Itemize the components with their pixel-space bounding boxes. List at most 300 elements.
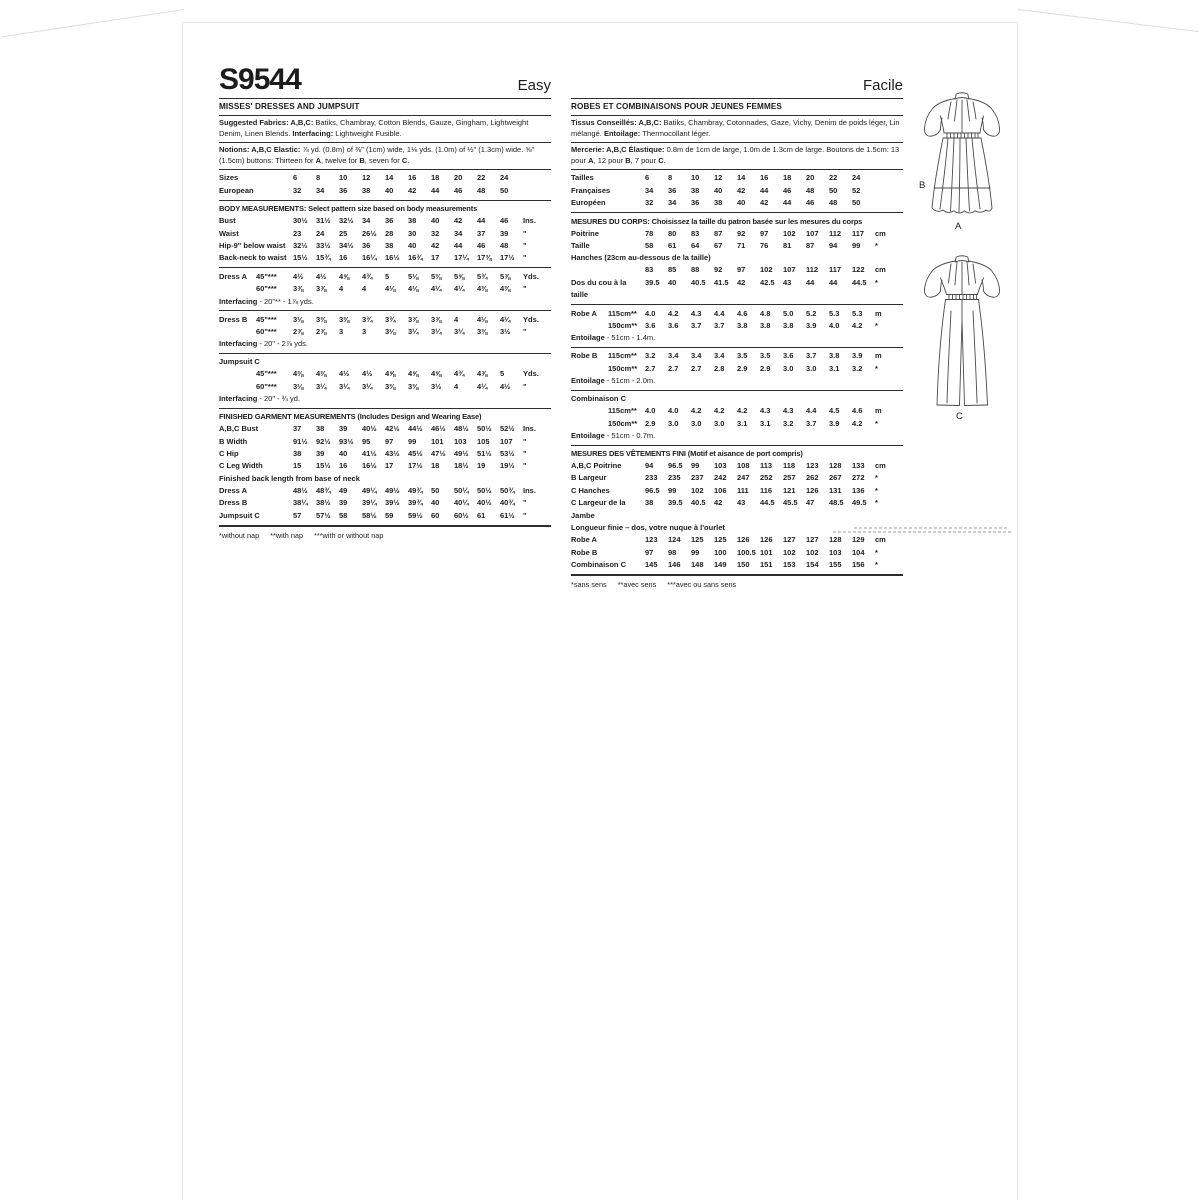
cell-value: 85 <box>668 265 677 275</box>
cell-value: 3.6 <box>668 321 679 331</box>
cell-value: 3½ <box>431 381 442 391</box>
cell-value: 237 <box>691 473 704 483</box>
text-segment: B <box>625 155 631 165</box>
cell-value: 46 <box>500 216 509 226</box>
cell-value: 4.6 <box>852 406 863 416</box>
footnote <box>219 530 551 541</box>
cell-value: 4.2 <box>714 406 725 416</box>
cell-value: 61 <box>477 510 486 520</box>
text-segment: ⅞ yd. (0.8m) of ⅜" (1cm) wide, 1⅛ yds. (1.0m) of ½" (1.3cm) wide. ⅝" (1.5cm) buttons: Thirteen for <box>219 145 535 165</box>
cell-value: 127 <box>783 535 796 545</box>
text-segment: 0.8m de 1cm de large, 1.0m de 1.3cm de large. Boutons de 1.5cm: 13 pour <box>571 145 900 165</box>
row-label <box>219 326 256 338</box>
table-row <box>219 510 551 522</box>
cell-value: 33½ <box>316 241 331 250</box>
table-subheading: Finished back length from base of neck <box>219 473 360 483</box>
cell-value: 12 <box>714 173 723 183</box>
cell-value: 3.4 <box>714 351 725 361</box>
cell-value: 3.9 <box>852 351 863 361</box>
interfacing-note <box>571 375 903 387</box>
footnote-item: *without nap <box>219 530 260 540</box>
divider-rule <box>219 525 551 527</box>
row-label: B Largeur <box>571 473 607 483</box>
cell-value: 8 <box>316 173 321 183</box>
cell-value: 46 <box>454 185 463 195</box>
table-row <box>219 228 551 240</box>
cell-value: 42 <box>760 198 769 208</box>
cell-value: 34½ <box>339 241 354 250</box>
cell-value: 102 <box>783 228 796 238</box>
cell-value: 61½ <box>500 510 515 520</box>
cell-value: 32½ <box>293 241 308 250</box>
cell-value: 4⅛ <box>385 284 396 294</box>
table-row <box>571 363 903 375</box>
cell-value: 107 <box>806 228 819 238</box>
text-segment: A <box>588 155 594 165</box>
cell-value: 64 <box>691 241 700 250</box>
table-row <box>571 547 903 559</box>
cell-value: 3.0 <box>783 363 794 373</box>
cell-value: 148 <box>691 559 704 569</box>
cell-value: 4¼ <box>431 284 442 294</box>
view-b-label: B <box>919 180 926 191</box>
unit-label <box>523 172 551 184</box>
cell-value: 156 <box>852 559 865 569</box>
cell-value: 39½ <box>385 498 400 508</box>
cell-value: 4⅛ <box>408 284 419 294</box>
row-label: Robe B <box>571 547 598 557</box>
text-segment: - 51cm - 1.4m. <box>604 333 656 343</box>
cell-value: 49¾ <box>408 485 423 495</box>
paragraph <box>571 145 903 166</box>
cell-value: 3.7 <box>806 418 817 428</box>
cell-value: 92 <box>737 228 746 238</box>
cell-value: 131 <box>829 485 842 495</box>
footnote-item: **avec sens <box>617 579 657 589</box>
text-segment: Notions: A,B,C Elastic: <box>219 145 303 155</box>
cell-value: 105 <box>477 436 490 446</box>
cell-value: 117 <box>852 228 865 238</box>
table-subheading: Longueur finie – dos, votre nuque à l'ourlet <box>571 523 725 533</box>
cell-value: 48½ <box>454 424 469 434</box>
table-row <box>219 368 551 380</box>
cell-value: 99 <box>408 436 417 446</box>
cell-value: 100.5 <box>737 547 756 557</box>
cell-value: 102 <box>691 485 704 495</box>
text-segment: . <box>407 155 410 165</box>
dress-back-view-sketch <box>903 61 1021 441</box>
cell-value: 103 <box>829 547 842 557</box>
cell-value: 4⅝ <box>431 369 442 379</box>
cell-value: 44½ <box>408 424 423 434</box>
cell-value: 4⅜ <box>293 369 304 379</box>
cell-value: 92½ <box>316 436 331 446</box>
cell-value: 3.4 <box>668 351 679 361</box>
cell-value: 3.1 <box>829 363 840 373</box>
unit-label: cm <box>875 265 886 275</box>
cell-value: 39 <box>339 498 348 508</box>
row-label: Waist <box>219 228 239 238</box>
row-label: Robe B <box>571 351 598 361</box>
row-label: Dress A <box>219 485 248 495</box>
cell-value: 125 <box>691 535 704 545</box>
cell-value: 36 <box>691 198 700 208</box>
unit-label: " <box>523 241 527 250</box>
table-row <box>571 559 903 571</box>
cell-value: 83 <box>645 265 654 275</box>
cell-value: 40.5 <box>691 277 706 287</box>
cell-value: 42 <box>408 185 417 195</box>
text-segment: Suggested Fabrics: A,B,C: <box>219 118 316 127</box>
cell-value: 99 <box>691 461 700 471</box>
section-title: MISSES' DRESSES AND JUMPSUIT <box>219 102 360 111</box>
unit-label: Yds. <box>523 314 539 324</box>
cell-value: 145 <box>645 559 658 569</box>
cell-value: 108 <box>737 461 750 471</box>
table-row <box>571 320 903 332</box>
cell-value: 3⅞ <box>408 314 419 324</box>
cell-value: 4.2 <box>737 406 748 416</box>
table-row <box>571 460 903 472</box>
cell-value: 123 <box>806 461 819 471</box>
cell-value: 49½ <box>385 485 400 495</box>
row-sublabel: 45"*** <box>256 271 277 281</box>
fine-print-line <box>833 531 1011 533</box>
cell-value: 5⅞ <box>500 271 511 281</box>
cell-value: 49 <box>339 485 348 495</box>
cell-value: 37 <box>477 228 486 238</box>
cell-value: 4½ <box>362 369 373 379</box>
cell-value: 113 <box>760 461 773 471</box>
text-segment: - 51cm - 0.7m. <box>604 431 656 441</box>
text-segment: Batiks, Chambray, Cotton Blends, Gauze, Gingham, Lightweight Denim, Linen Blends. <box>219 118 529 138</box>
cell-value: 15¾ <box>316 253 331 263</box>
cell-value: 12 <box>362 173 371 183</box>
footnote <box>571 579 903 590</box>
row-label: Tailles <box>571 173 594 183</box>
pattern-number: S9544 <box>219 63 301 96</box>
table-row <box>219 423 551 435</box>
row-sublabel: 60"*** <box>256 327 277 337</box>
divider-rule <box>571 115 903 116</box>
cell-value: 18 <box>431 173 440 183</box>
cell-value: 61 <box>668 241 677 250</box>
cell-value: 47 <box>806 498 815 508</box>
text-segment: - 51cm - 2.0m. <box>604 376 656 386</box>
cell-value: 48.5 <box>829 498 844 508</box>
row-label <box>571 418 608 430</box>
divider-rule <box>219 98 551 99</box>
unit-label: cm <box>875 535 886 545</box>
cell-value: 40 <box>668 277 677 287</box>
table-subheading: Jumpsuit C <box>219 357 260 367</box>
cell-value: 36 <box>385 216 394 226</box>
cell-value: 34 <box>668 198 677 208</box>
unit-label <box>875 197 903 209</box>
cell-value: 99 <box>691 547 700 557</box>
cell-value: 103 <box>454 436 467 446</box>
cell-value: 5 <box>385 271 390 281</box>
column-header <box>571 61 903 95</box>
cell-value: 4.5 <box>829 406 840 416</box>
cell-value: 38 <box>714 198 723 208</box>
cell-value: 3¼ <box>454 327 465 337</box>
row-label: Hip-9" below waist <box>219 241 286 250</box>
table-row <box>219 448 551 460</box>
cell-value: 4 <box>339 284 344 294</box>
unit-label: * <box>875 241 878 250</box>
cell-value: 17⅜ <box>477 253 492 263</box>
cell-value: 19½ <box>500 461 515 471</box>
text-segment: C <box>401 155 408 165</box>
cell-value: 42.5 <box>760 277 775 287</box>
cell-value: 112 <box>806 265 819 275</box>
cell-value: 4.2 <box>852 418 863 428</box>
cell-value: 49¼ <box>362 485 377 495</box>
cell-value: 39¼ <box>362 498 377 508</box>
unit-label: * <box>875 277 878 287</box>
row-label: Taille <box>571 241 590 250</box>
cell-value: 3¼ <box>408 327 419 337</box>
unit-label: Ins. <box>523 485 536 495</box>
cell-value: 81 <box>783 241 792 250</box>
cell-value: 155 <box>829 559 842 569</box>
table-row <box>219 172 551 184</box>
row-label: B Width <box>219 436 248 446</box>
cell-value: 4.4 <box>714 308 725 318</box>
cell-value: 45½ <box>408 449 423 459</box>
cell-value: 34 <box>362 216 371 226</box>
text-segment: - 20"** - 1⅞ yds. <box>257 296 314 306</box>
cell-value: 2⅞ <box>293 327 304 337</box>
row-label <box>571 363 608 375</box>
cell-value: 58 <box>645 241 654 250</box>
cell-value: 40 <box>408 241 417 250</box>
cell-value: 5.2 <box>806 308 817 318</box>
unit-label: Ins. <box>523 216 536 226</box>
text-segment: - 20" - 2⅞ yds. <box>257 339 308 349</box>
cell-value: 3⅞ <box>293 284 304 294</box>
cell-value: 52½ <box>500 424 515 434</box>
cell-value: 3 <box>339 327 344 337</box>
text-segment: Lightweight Fusible. <box>335 128 402 138</box>
text-segment: Select pattern size based on body measurements <box>306 204 478 214</box>
row-label: A,B,C Bust <box>219 424 259 434</box>
table-row <box>219 283 551 295</box>
table-row <box>571 240 903 252</box>
unit-label: * <box>875 363 878 373</box>
cell-value: 38 <box>316 424 325 434</box>
pattern-envelope-back <box>182 22 1018 1200</box>
cell-value: 4½ <box>339 369 350 379</box>
cell-value: 38 <box>385 241 394 250</box>
cell-value: 46 <box>806 198 815 208</box>
table-heading <box>219 411 551 423</box>
text-segment: MESURES DU CORPS: <box>571 216 650 226</box>
cell-value: 43 <box>737 498 746 508</box>
cell-value: 149 <box>714 559 727 569</box>
cell-value: 39 <box>339 424 348 434</box>
cell-value: 101 <box>431 436 444 446</box>
cell-value: 124 <box>668 535 681 545</box>
row-sublabel: 150cm** <box>608 418 638 428</box>
row-label: C Hip <box>219 449 239 459</box>
divider-rule <box>219 353 551 354</box>
cell-value: 36 <box>668 185 677 195</box>
cell-value: 5¾ <box>477 271 488 281</box>
cell-value: 91½ <box>293 436 308 446</box>
cell-value: 20 <box>806 173 815 183</box>
cell-value: 122 <box>852 265 865 275</box>
unit-label: * <box>875 498 878 508</box>
cell-value: 40.5 <box>691 498 706 508</box>
fine-print-illegible <box>833 527 1011 535</box>
cell-value: 44.5 <box>852 277 867 287</box>
cell-value: 247 <box>737 473 750 483</box>
cell-value: 121 <box>783 485 796 495</box>
row-label: C Leg Width <box>219 461 263 471</box>
text-segment: FINISHED GARMENT MEASUREMENTS <box>219 412 356 422</box>
row-label: Dress B <box>219 314 248 324</box>
cell-value: 127 <box>806 535 819 545</box>
unit-label: Yds. <box>523 369 539 379</box>
cell-value: 23 <box>293 228 302 238</box>
row-label: Back-neck to waist <box>219 253 287 263</box>
cell-value: 30 <box>408 228 417 238</box>
cell-value: 3⅜ <box>477 327 488 337</box>
cell-value: 44.5 <box>760 498 775 508</box>
cell-value: 3.2 <box>852 363 863 373</box>
cell-value: 102 <box>783 547 796 557</box>
cell-value: 3.1 <box>760 418 771 428</box>
cell-value: 17½ <box>500 253 515 263</box>
cell-value: 49½ <box>454 449 469 459</box>
text-segment: Batiks, Chambray, Cotonnades, Gaze, Vichy, Denim de poids léger, Lin mélangé. <box>571 118 900 138</box>
cell-value: 40¾ <box>500 498 515 508</box>
cell-value: 59 <box>385 510 394 520</box>
cell-value: 42½ <box>385 424 400 434</box>
section-title: ROBES ET COMBINAISONS POUR JEUNES FEMMES <box>571 102 782 111</box>
text-segment: Mercerie: A,B,C Élastique: <box>571 145 667 155</box>
table-row <box>219 326 551 338</box>
cell-value: 4.3 <box>691 308 702 318</box>
cell-value: 97 <box>760 228 769 238</box>
unit-label: " <box>523 327 527 337</box>
row-sublabel: 115cm** <box>608 406 637 416</box>
cell-value: 3.2 <box>783 418 794 428</box>
cell-value: 97 <box>385 436 394 446</box>
cell-value: 49.5 <box>852 498 867 508</box>
row-sublabel: 150cm** <box>608 321 638 331</box>
unit-label: * <box>875 473 878 483</box>
table-row <box>571 228 903 240</box>
cell-value: 48 <box>477 185 486 195</box>
table-heading <box>571 448 903 460</box>
divider-rule <box>571 98 903 99</box>
cell-value: 17 <box>431 253 440 263</box>
cell-value: 3.0 <box>714 418 725 428</box>
text-segment: Entoilage <box>571 431 605 441</box>
cell-value: 40 <box>339 449 348 459</box>
unit-label: * <box>875 547 878 557</box>
cell-value: 3.0 <box>806 363 817 373</box>
cell-value: 39¾ <box>408 498 423 508</box>
text-segment: , 12 pour <box>593 155 626 165</box>
cell-value: 36 <box>339 185 348 195</box>
row-label <box>219 283 256 295</box>
cell-value: 129 <box>852 535 865 545</box>
cell-value: 60 <box>431 510 440 520</box>
unit-label: * <box>875 321 878 331</box>
cell-value: 50¼ <box>454 485 469 495</box>
paragraph <box>219 145 551 166</box>
cell-value: 57 <box>293 510 302 520</box>
cell-value: 4⅝ <box>339 271 350 281</box>
row-sublabel: 150cm** <box>608 363 638 373</box>
cell-value: 58½ <box>362 510 377 520</box>
text-segment: BODY MEASUREMENTS: <box>219 204 307 214</box>
divider-rule <box>571 347 903 348</box>
row-label: Robe A <box>571 308 597 318</box>
cell-value: 3.7 <box>806 351 817 361</box>
cell-value: 24 <box>500 173 509 183</box>
divider-rule <box>571 212 903 213</box>
cell-value: 38¼ <box>293 498 308 508</box>
cell-value: 26½ <box>362 228 377 238</box>
cell-value: 38 <box>645 498 654 508</box>
text-segment: (Includes Design and Wearing Ease) <box>355 412 482 422</box>
cell-value: 60½ <box>454 510 469 520</box>
cell-value: 41½ <box>362 449 377 459</box>
cell-value: 18½ <box>454 461 469 471</box>
row-label: C Largeur de la Jambe <box>571 498 626 520</box>
cell-value: 257 <box>783 473 796 483</box>
cell-value: 5⅛ <box>408 271 419 281</box>
cell-value: 4⅜ <box>500 284 511 294</box>
cell-value: 4¾ <box>362 271 373 281</box>
table-row <box>571 497 903 522</box>
text-segment: Interfacing <box>219 394 258 404</box>
cell-value: 272 <box>852 473 865 483</box>
cell-value: 3⅜ <box>316 314 327 324</box>
cell-value: 97 <box>645 547 654 557</box>
cell-value: 24 <box>852 173 861 183</box>
cell-value: 3.8 <box>760 321 771 331</box>
text-segment: Interfacing: <box>292 128 336 138</box>
text-segment: (Motif et aisance de port compris) <box>685 449 803 459</box>
text-segment: MESURES DES VÊTEMENTS FINI <box>571 449 686 459</box>
cell-value: 39.5 <box>668 498 683 508</box>
cell-value: 4⅝ <box>408 369 419 379</box>
table-row <box>219 381 551 393</box>
text-segment: C <box>658 155 664 165</box>
cell-value: 128 <box>829 535 842 545</box>
cell-value: 3¼ <box>339 381 350 391</box>
table-row <box>219 252 551 264</box>
column-header <box>219 61 551 95</box>
text-segment: Entoilage <box>571 376 605 386</box>
footnote-item: **with nap <box>270 530 304 540</box>
unit-label: m <box>875 351 882 361</box>
text-segment: B <box>359 155 365 165</box>
cell-value: 32 <box>645 198 654 208</box>
table-row <box>571 534 903 546</box>
cell-value: 111 <box>737 485 749 495</box>
cell-value: 3.0 <box>668 418 679 428</box>
cell-value: 50½ <box>477 424 492 434</box>
cell-value: 46½ <box>431 424 446 434</box>
table-row <box>219 497 551 509</box>
